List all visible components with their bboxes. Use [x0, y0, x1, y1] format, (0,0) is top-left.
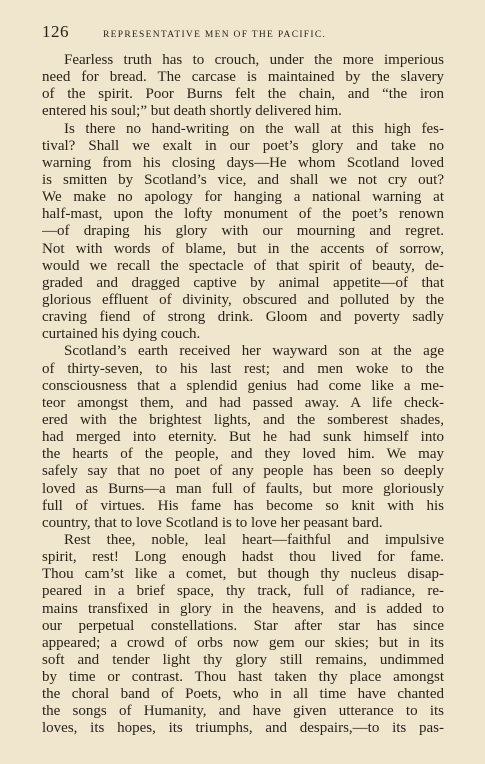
text-line: teor amongst them, and had passed away. A life check-: [42, 394, 444, 411]
text-line: would we recall the spectacle of that spirit of beauty, de-: [42, 257, 444, 274]
text-line: warning from his closing days—He whom Scotland loved: [42, 154, 444, 171]
text-line: half-mast, upon the lofty monument of the poet’s renown: [42, 206, 444, 223]
text-line: by time or contrast. Thou hast taken thy place amongst: [42, 669, 444, 686]
text-line: spirit, rest! Long enough hadst thou lived for fame.: [42, 549, 444, 566]
text-line: loves, its hopes, its triumphs, and despairs,—to its pas-: [42, 720, 444, 737]
text-line: is smitten by Scotland’s vice, and shall we not cry out?: [42, 171, 444, 188]
text-line: entered his soul;” but death shortly delivered him.: [42, 103, 342, 120]
text-line: tival? Shall we exalt in our poet’s glory and take no: [42, 137, 444, 154]
body-text: [42, 52, 444, 738]
text-line: Scotland’s earth received her wayward son at the age: [64, 343, 444, 360]
text-line: mains transfixed in glory in the heavens, and is added to: [42, 600, 444, 617]
text-line: —of draping his glory with our mourning and regret.: [42, 223, 444, 240]
running-title: REPRESENTATIVE MEN OF THE PACIFIC.: [103, 30, 327, 40]
text-line: of the spirit. Poor Burns felt the chain, and “the iron: [42, 86, 444, 103]
text-line: glorious effluent of divinity, obscured and polluted by the: [42, 291, 444, 308]
text-line: the songs of Humanity, and have given utterance to its: [42, 703, 444, 720]
page-number: 126: [42, 22, 69, 41]
text-line: our perpetual constellations. Star after star has since: [42, 617, 444, 634]
text-line: had merged into eternity. But he had sunk himself into: [42, 429, 444, 446]
text-line: Rest thee, noble, leal heart—faithful and impulsive: [64, 531, 444, 548]
text-line: peared in a brief space, thy track, full of radiance, re-: [42, 583, 444, 600]
text-line: the hearts of the people, and they loved him. We may: [42, 446, 444, 463]
text-line: consciousness that a splendid genius had come like a me-: [42, 377, 444, 394]
text-line: graded and dragged captive by animal appetite—of that: [42, 274, 444, 291]
text-line: Thou cam’st like a comet, but though thy nucleus disap-: [42, 566, 444, 583]
text-line: soft and tender light thy glory still remains, undimmed: [42, 651, 444, 668]
text-line: We make no apology for hanging a national warning at: [42, 189, 444, 206]
text-line: Is there no hand-writing on the wall at this high fes-: [64, 120, 444, 137]
page-header: [42, 22, 452, 40]
text-line: need for bread. The carcase is maintained by the slavery: [42, 69, 444, 86]
text-line: Not with words of blame, but in the accents of sorrow,: [42, 240, 444, 257]
text-line: craving fiend of strong drink. Gloom and poverty sadly: [42, 309, 444, 326]
text-line: curtained his dying couch.: [42, 326, 201, 343]
text-line: the choral band of Poets, who in all time have chanted: [42, 686, 444, 703]
text-line: Fearless truth has to crouch, under the more imperious: [64, 52, 444, 68]
text-line: ered with the brightest lights, and the somberest shades,: [42, 411, 444, 428]
text-line: full of virtues. His fame has become so knit with his: [42, 497, 444, 514]
text-line: appeared; a crowd of orbs now gem our skies; but in its: [42, 634, 444, 651]
text-line: of thirty-seven, to his last rest; and men woke to the: [42, 360, 444, 377]
text-line: safely say that no poet of any people has been so deeply: [42, 463, 444, 480]
text-line: loved as Burns—a man full of faults, but more gloriously: [42, 480, 444, 497]
text-line: country, that to love Scotland is to love her peasant bard.: [42, 514, 383, 531]
